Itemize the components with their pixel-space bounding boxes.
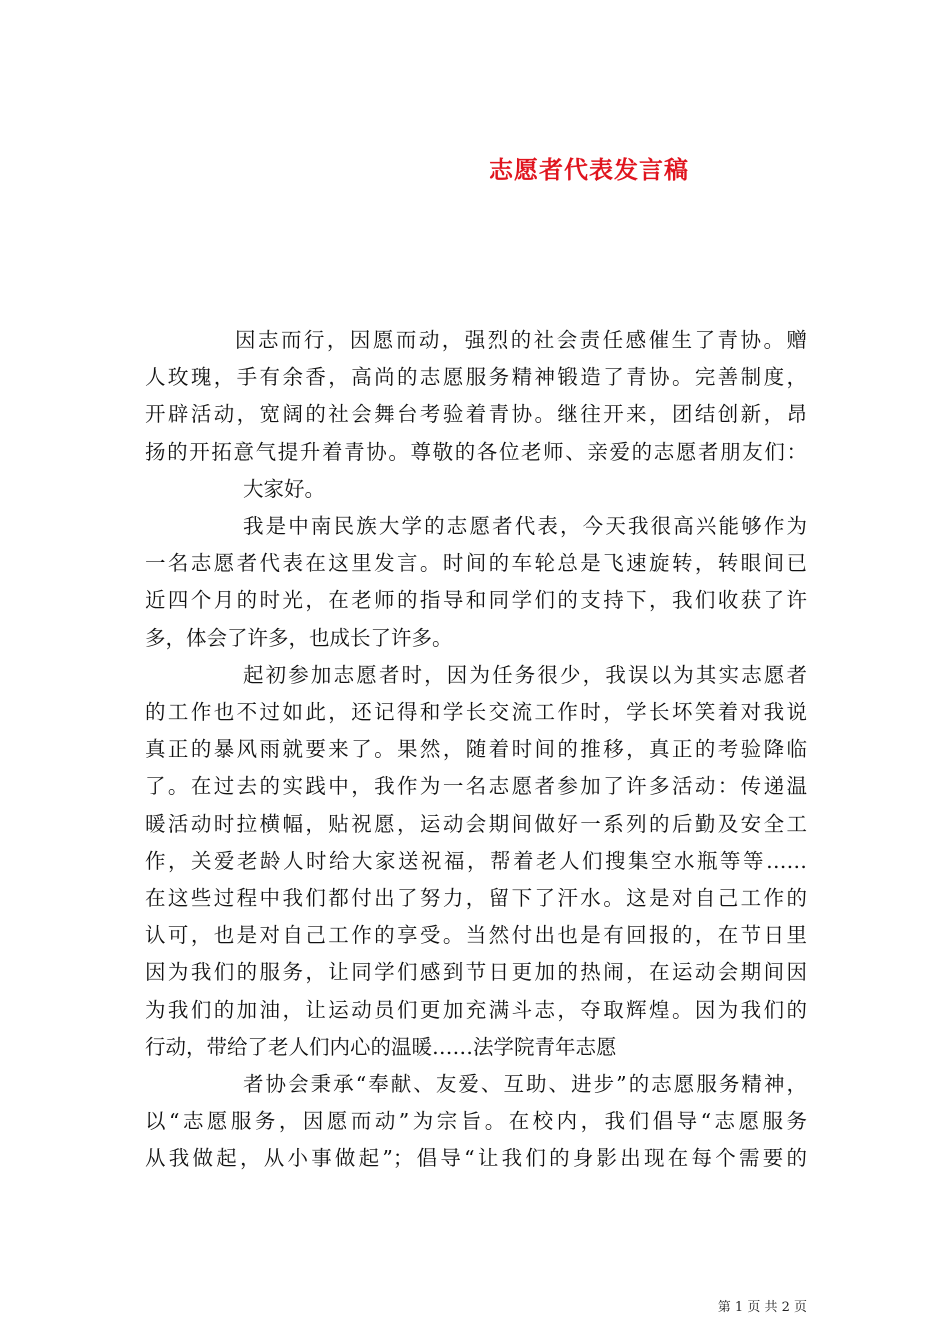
text-line: 起初参加志愿者时，因为任务很少，我误以为其实志愿者 <box>243 662 807 687</box>
paragraph-3 <box>145 508 807 657</box>
text-line: 从我做起，从小事做起”；倡导“让我们的身影出现在每个需要的 <box>145 1146 807 1171</box>
text-line: 近四个月的时光，在老师的指导和同学们的支持下，我们收获了许 <box>145 588 807 613</box>
paragraph-1 <box>145 322 807 471</box>
text-line: 作，关爱老龄人时给大家送祝福，帮着老人们搜集空水瓶等等…… <box>145 848 807 873</box>
text-line: 者协会秉承“奉献、友爱、互助、进步”的志愿服务精神， <box>243 1072 807 1097</box>
text-line: 了。在过去的实践中，我作为一名志愿者参加了许多活动：传递温 <box>145 774 807 799</box>
text-line: 认可，也是对自己工作的享受。当然付出也是有回报的，在节日里 <box>145 923 807 948</box>
text-line: 人玫瑰，手有余香，高尚的志愿服务精神锻造了青协。完善制度， <box>145 365 807 390</box>
text-line: 大家好。 <box>243 476 325 501</box>
paragraph-2 <box>145 471 807 508</box>
text-line: 扬的开拓意气提升着青协。尊敬的各位老师、亲爱的志愿者朋友们： <box>145 439 807 464</box>
text-line: 多，体会了许多，也成长了许多。 <box>145 625 453 650</box>
page-number: 第 1 页 共 2 页 <box>717 1300 807 1315</box>
text-line: 为我们的加油，让运动员们更加充满斗志，夺取辉煌。因为我们的 <box>145 997 807 1022</box>
document-title: 志愿者代表发言稿 <box>489 155 689 185</box>
text-line: 在这些过程中我们都付出了努力，留下了汗水。这是对自己工作的 <box>145 886 807 911</box>
text-line: 我是中南民族大学的志愿者代表，今天我很高兴能够作为 <box>243 514 807 539</box>
paragraph-5 <box>145 1066 807 1178</box>
document-body <box>145 322 807 1178</box>
text-line: 因为我们的服务，让同学们感到节日更加的热闹，在运动会期间因 <box>145 960 807 985</box>
paragraph-4 <box>145 657 807 1066</box>
text-line: 以“志愿服务，因愿而动”为宗旨。在校内，我们倡导“志愿服务 <box>145 1109 807 1134</box>
text-line: 的工作也不过如此，还记得和学长交流工作时，学长坏笑着对我说 <box>145 700 807 725</box>
text-line: 一名志愿者代表在这里发言。时间的车轮总是飞速旋转，转眼间已 <box>145 551 807 576</box>
text-line: 行动，带给了老人们内心的温暖……法学院青年志愿 <box>145 1034 617 1059</box>
text-line: 暖活动时拉横幅，贴祝愿，运动会期间做好一系列的后勤及安全工 <box>145 811 807 836</box>
text-line: 真正的暴风雨就要来了。果然，随着时间的推移，真正的考验降临 <box>145 737 807 762</box>
text-line: 因志而行，因愿而动，强烈的社会责任感催生了青协。赠 <box>235 328 807 352</box>
text-line: 开辟活动，宽阔的社会舞台考验着青协。继往开来，团结创新，昂 <box>145 402 807 427</box>
